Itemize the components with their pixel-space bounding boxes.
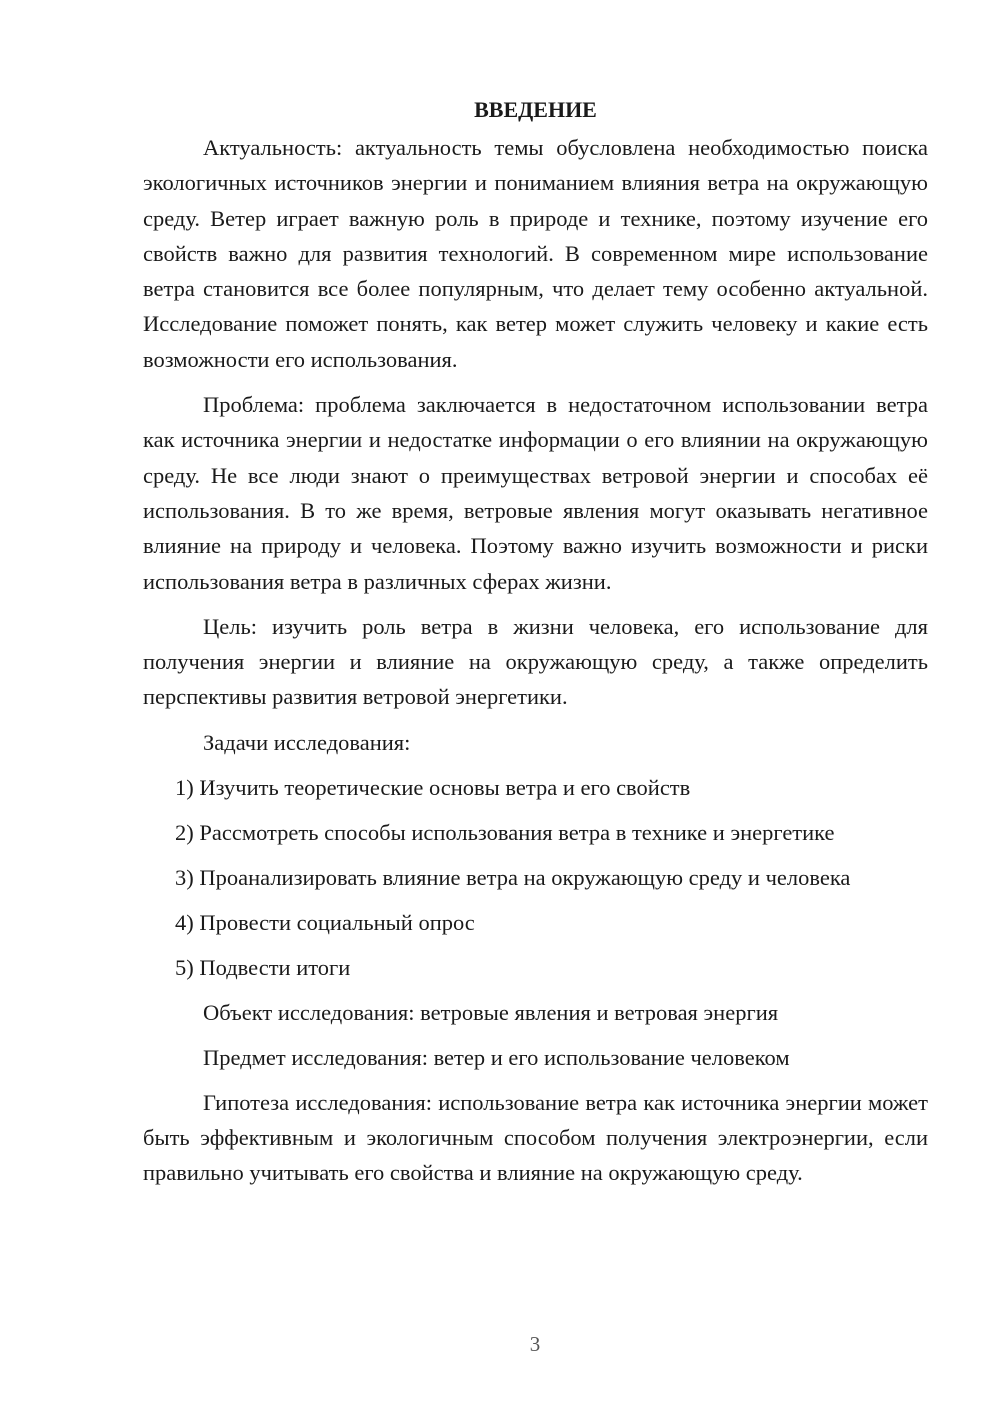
document-title: ВВЕДЕНИЕ [474,97,597,122]
problem-paragraph: Проблема: проблема заключается в недостаточном использовании ветра как источника энергии и недостатке информации о его влиянии на окружающую среду. Не все люди знают о преимуществах ветровой энергии и способах её использования. В то же время, ветровые явления могут оказывать негативное влияние на природу и человека. Поэтому важно изучить возможности и риски использования ветра в различных сферах жизни. [143,392,928,594]
task-item: 4) Провести социальный опрос [175,909,475,935]
tasks-list [143,770,928,985]
tasks-heading: Задачи исследования: [203,729,411,755]
object-paragraph: Объект исследования: ветровые явления и ветровая энергия [203,999,779,1025]
task-item: 3) Проанализировать влияние ветра на окружающую среду и человека [175,864,851,890]
task-item: 2) Рассмотреть способы использования ветра в технике и энергетике [175,819,835,845]
relevance-paragraph: Актуальность: актуальность темы обусловлена необходимостью поиска экологичных источников энергии и пониманием влияния ветра на окружающую среду. Ветер играет важную роль в природе и технике, поэтому изучение его свойств важно для развития технологий. В современном мире использование ветра становится все более популярным, что делает тему особенно актуальной. Исследование поможет понять, как ветер может служить человеку и какие есть возможности его использования. [143,135,928,372]
document-page [143,92,928,1201]
task-item: 5) Подвести итоги [175,954,351,980]
goal-paragraph: Цель: изучить роль ветра в жизни человека, его использование для получения энергии и влияние на окружающую среду, а также определить перспективы развития ветровой энергетики. [143,613,928,710]
task-item: 1) Изучить теоретические основы ветра и его свойств [175,774,691,800]
hypothesis-paragraph: Гипотеза исследования: использование ветра как источника энергии может быть эффективным и экологичным способом получения электроэнергии, если правильно учитывать его свойства и влияние на окружающую среду. [143,1089,928,1186]
page-number: 3 [529,1332,541,1356]
subject-paragraph: Предмет исследования: ветер и его использование человеком [203,1044,790,1070]
